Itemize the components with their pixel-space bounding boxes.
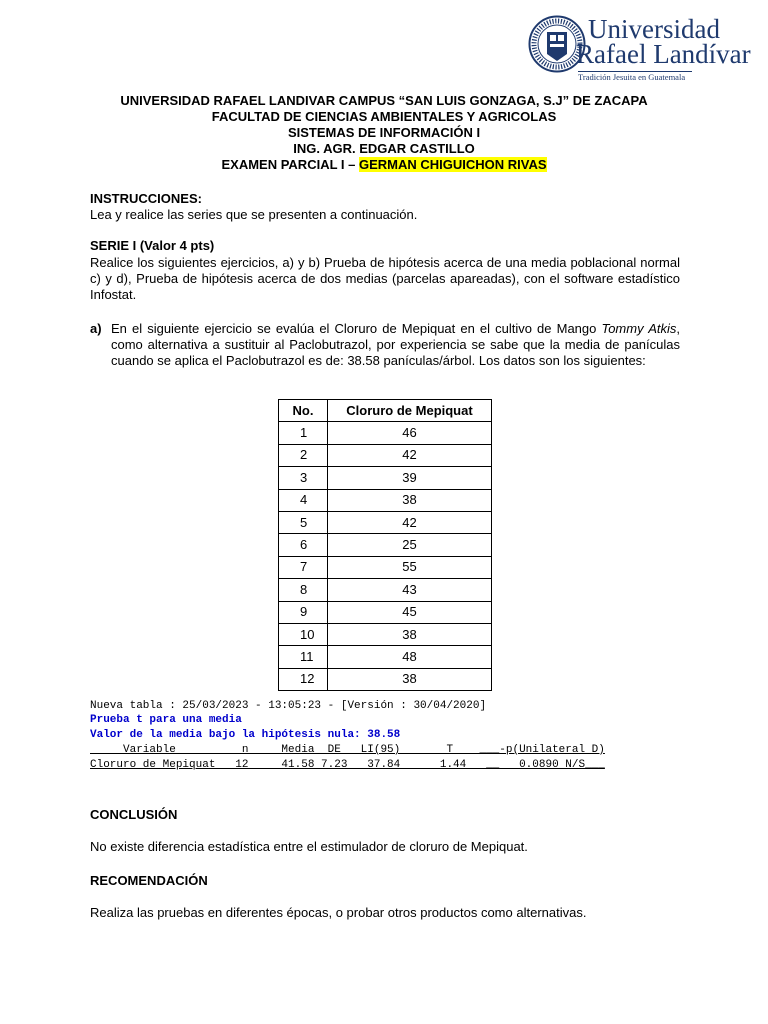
row-value: 46	[328, 422, 492, 444]
serie-title: SERIE I (Valor 4 pts)	[90, 238, 215, 253]
row-value: 38	[328, 623, 492, 645]
output-column-headers: Variable n Media DE LI(95) T ___-p(Unilateral D)	[90, 744, 605, 756]
exam-title-prefix: EXAMEN PARCIAL I –	[221, 157, 359, 172]
output-test-title: Prueba t para una media	[90, 714, 242, 726]
table-row	[279, 444, 492, 466]
row-number: 12	[279, 668, 328, 690]
logo-tagline: Tradición Jesuita en Guatemala	[578, 72, 686, 82]
item-a-text	[111, 321, 680, 369]
row-number: 3	[279, 467, 328, 489]
table-row	[279, 511, 492, 533]
row-number: 9	[279, 601, 328, 623]
table-row	[279, 601, 492, 623]
header-professor: ING. AGR. EDGAR CASTILLO	[293, 141, 475, 156]
output-result-row: Cloruro de Mepiquat 12 41.58 7.23 37.84 1.44 __ 0.0890 N/S___	[90, 759, 605, 771]
university-logo	[528, 14, 751, 82]
header-faculty: FACULTAD DE CIENCIAS AMBIENTALES Y AGRICOLAS	[211, 109, 557, 124]
table-row	[279, 556, 492, 578]
instructions-title: INSTRUCCIONES:	[90, 191, 202, 206]
instructions-text: Lea y realice las series que se presenten a continuación.	[90, 207, 418, 222]
logo-line-1: Universidad	[588, 14, 720, 44]
item-a-variety: Tommy Atkis	[601, 321, 677, 336]
row-value: 55	[328, 556, 492, 578]
row-number: 4	[279, 489, 328, 511]
table-row	[279, 489, 492, 511]
table-row	[279, 467, 492, 489]
header-exam-title	[0, 157, 768, 173]
row-value: 25	[328, 534, 492, 556]
recommendation-text: Realiza las pruebas en diferentes épocas, o probar otros productos como alternativas.	[90, 905, 587, 920]
row-number: 7	[279, 556, 328, 578]
header-university: UNIVERSIDAD RAFAEL LANDIVAR CAMPUS “SAN LUIS GONZAGA, S.J” DE ZACAPA	[120, 93, 648, 108]
table-row	[279, 534, 492, 556]
recommendation-title: RECOMENDACIÓN	[90, 873, 208, 888]
column-header-no: No.	[279, 400, 328, 422]
conclusion-title: CONCLUSIÓN	[90, 807, 178, 822]
row-number: 6	[279, 534, 328, 556]
output-header-line: Nueva tabla : 25/03/2023 - 13:05:23 - [Versión : 30/04/2020]	[90, 700, 487, 712]
row-value: 45	[328, 601, 492, 623]
row-value: 38	[328, 489, 492, 511]
row-number: 10	[279, 623, 328, 645]
table-row	[279, 579, 492, 601]
student-name: GERMAN CHIGUICHON RIVAS	[358, 157, 547, 172]
table-row	[279, 646, 492, 668]
logo-line-2: Rafael Landívar	[576, 39, 751, 69]
row-value: 38	[328, 668, 492, 690]
row-number: 2	[279, 444, 328, 466]
item-a-text-part1: En el siguiente ejercicio se evalúa el Cloruro de Mepiquat en el cultivo de Mango	[111, 321, 602, 336]
row-number: 8	[279, 579, 328, 601]
row-number: 1	[279, 422, 328, 444]
table-row	[279, 422, 492, 444]
header-course: SISTEMAS DE INFORMACIÓN I	[287, 125, 481, 140]
row-value: 48	[328, 646, 492, 668]
row-value: 42	[328, 444, 492, 466]
column-header-mepiquat: Cloruro de Mepiquat	[328, 400, 492, 422]
mepiquat-data-table	[278, 399, 492, 691]
item-a-marker: a)	[90, 321, 102, 336]
output-null-mean: Valor de la media bajo la hipótesis nula: 38.58	[90, 729, 401, 741]
row-number: 11	[279, 646, 328, 668]
row-number: 5	[279, 511, 328, 533]
row-value: 39	[328, 467, 492, 489]
table-row	[279, 623, 492, 645]
table-row	[279, 668, 492, 690]
row-value: 42	[328, 511, 492, 533]
table-header-row	[279, 400, 492, 422]
serie-text: Realice los siguientes ejercicios, a) y b) Prueba de hipótesis acerca de una media poblacional normal c) y d), Prueba de hipótesis acerca de dos medias (parcelas apareadas), con el software estadístico Infostat.	[90, 255, 680, 302]
item-a-text-part2: , como alternativa a sustituir al Paclobutrazol, por experiencia se sabe que la media de panículas cuando se aplica el Paclobutrazol es de: 38.58 panículas/árbol. Los datos son los siguientes:	[111, 321, 680, 368]
row-value: 43	[328, 579, 492, 601]
conclusion-text: No existe diferencia estadística entre el estimulador de cloruro de Mepiquat.	[90, 839, 528, 854]
